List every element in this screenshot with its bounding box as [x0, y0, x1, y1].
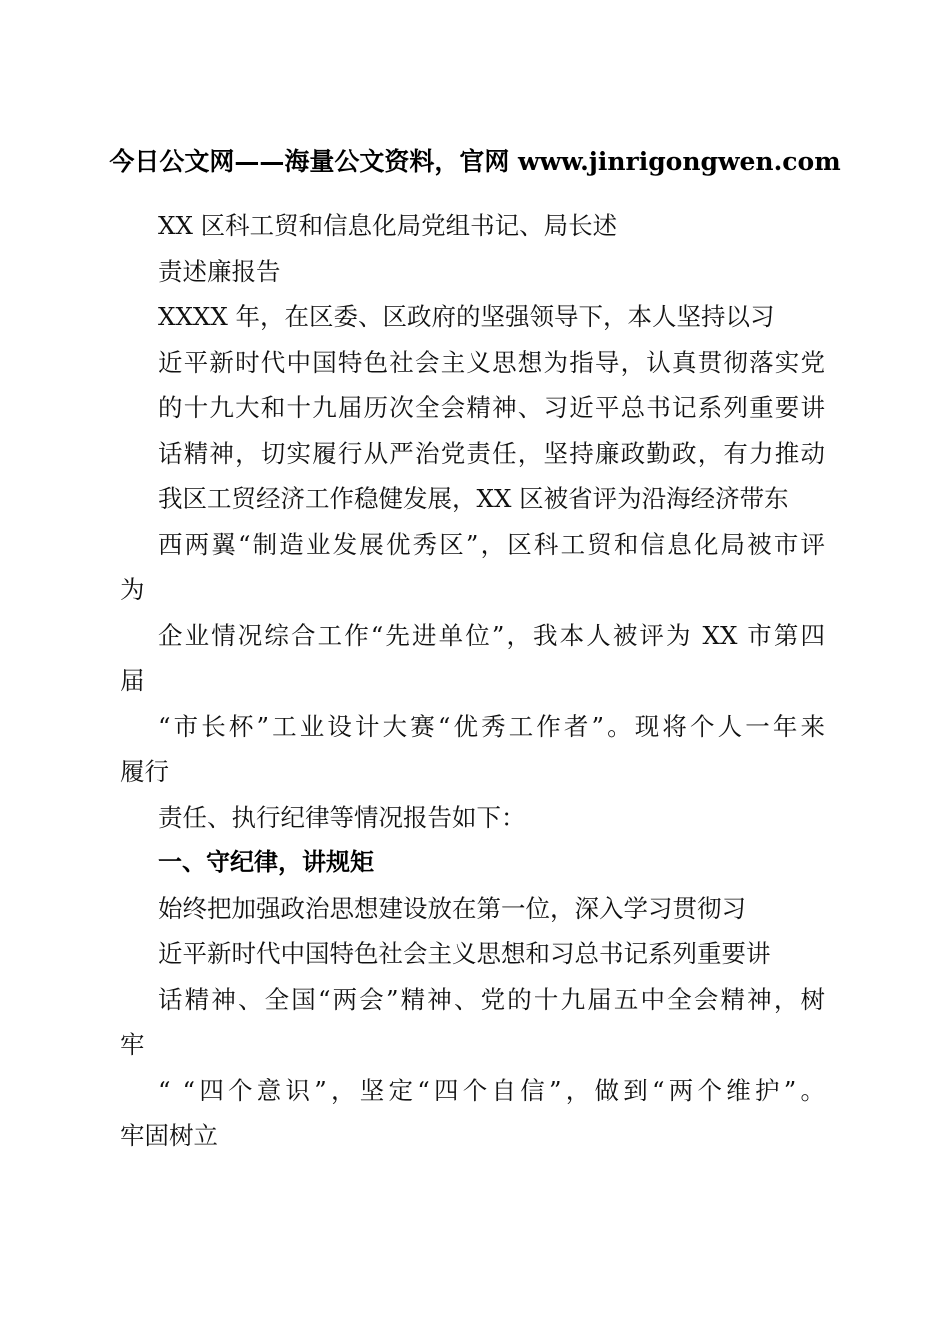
paragraph-line-wrap: 履行 [120, 757, 169, 786]
paragraph-line: 话精神，切实履行从严治党责任，坚持廉政勤政，有力推动 [158, 438, 825, 468]
paragraph-line: 始终把加强政治思想建设放在第一位，深入学习贯彻习 [158, 893, 746, 923]
paragraph-line-wrap: 牢 [120, 1030, 145, 1059]
section-heading: 一、守纪律，讲规矩 [158, 848, 374, 876]
paragraph-line: “ “四个意识”，坚定“四个自信”，做到“两个维护”。 [158, 1075, 825, 1105]
paragraph-line: 近平新时代中国特色社会主义思想和习总书记系列重要讲 [158, 939, 771, 968]
document-body [120, 203, 825, 1159]
page-header-title: 今日公文网——海量公文资料，官网 www.jinrigongwen.com [109, 147, 841, 176]
paragraph-line: 的十九大和十九届历次全会精神、习近平总书记系列重要讲 [158, 393, 825, 422]
paragraph-line: 责任、执行纪律等情况报告如下： [158, 802, 526, 832]
report-title-line-1: XX 区科工贸和信息化局党组书记、局长述 [158, 211, 618, 240]
paragraph-line: XXXX 年，在区委、区政府的坚强领导下，本人坚持以习 [158, 302, 775, 331]
paragraph-line: 西两翼“制造业发展优秀区”，区科工贸和信息化局被市评 [158, 529, 825, 559]
paragraph-line: 近平新时代中国特色社会主义思想为指导，认真贯彻落实党 [158, 347, 825, 377]
paragraph-line: 我区工贸经济工作稳健发展，XX 区被省评为沿海经济带东 [158, 484, 789, 513]
paragraph-line: 话精神、全国“两会”精神、党的十九届五中全会精神，树 [158, 984, 825, 1014]
paragraph-line-wrap: 为 [120, 575, 145, 604]
report-title-line-2: 责述廉报告 [158, 256, 281, 286]
paragraph-line-wrap: 牢固树立 [120, 1121, 218, 1150]
paragraph-line: 企业情况综合工作“先进单位”，我本人被评为 XX 市第四 [158, 620, 825, 650]
paragraph-line: “市长杯”工业设计大赛“优秀工作者”。现将个人一年来 [158, 711, 825, 741]
paragraph-line-wrap: 届 [120, 666, 145, 695]
